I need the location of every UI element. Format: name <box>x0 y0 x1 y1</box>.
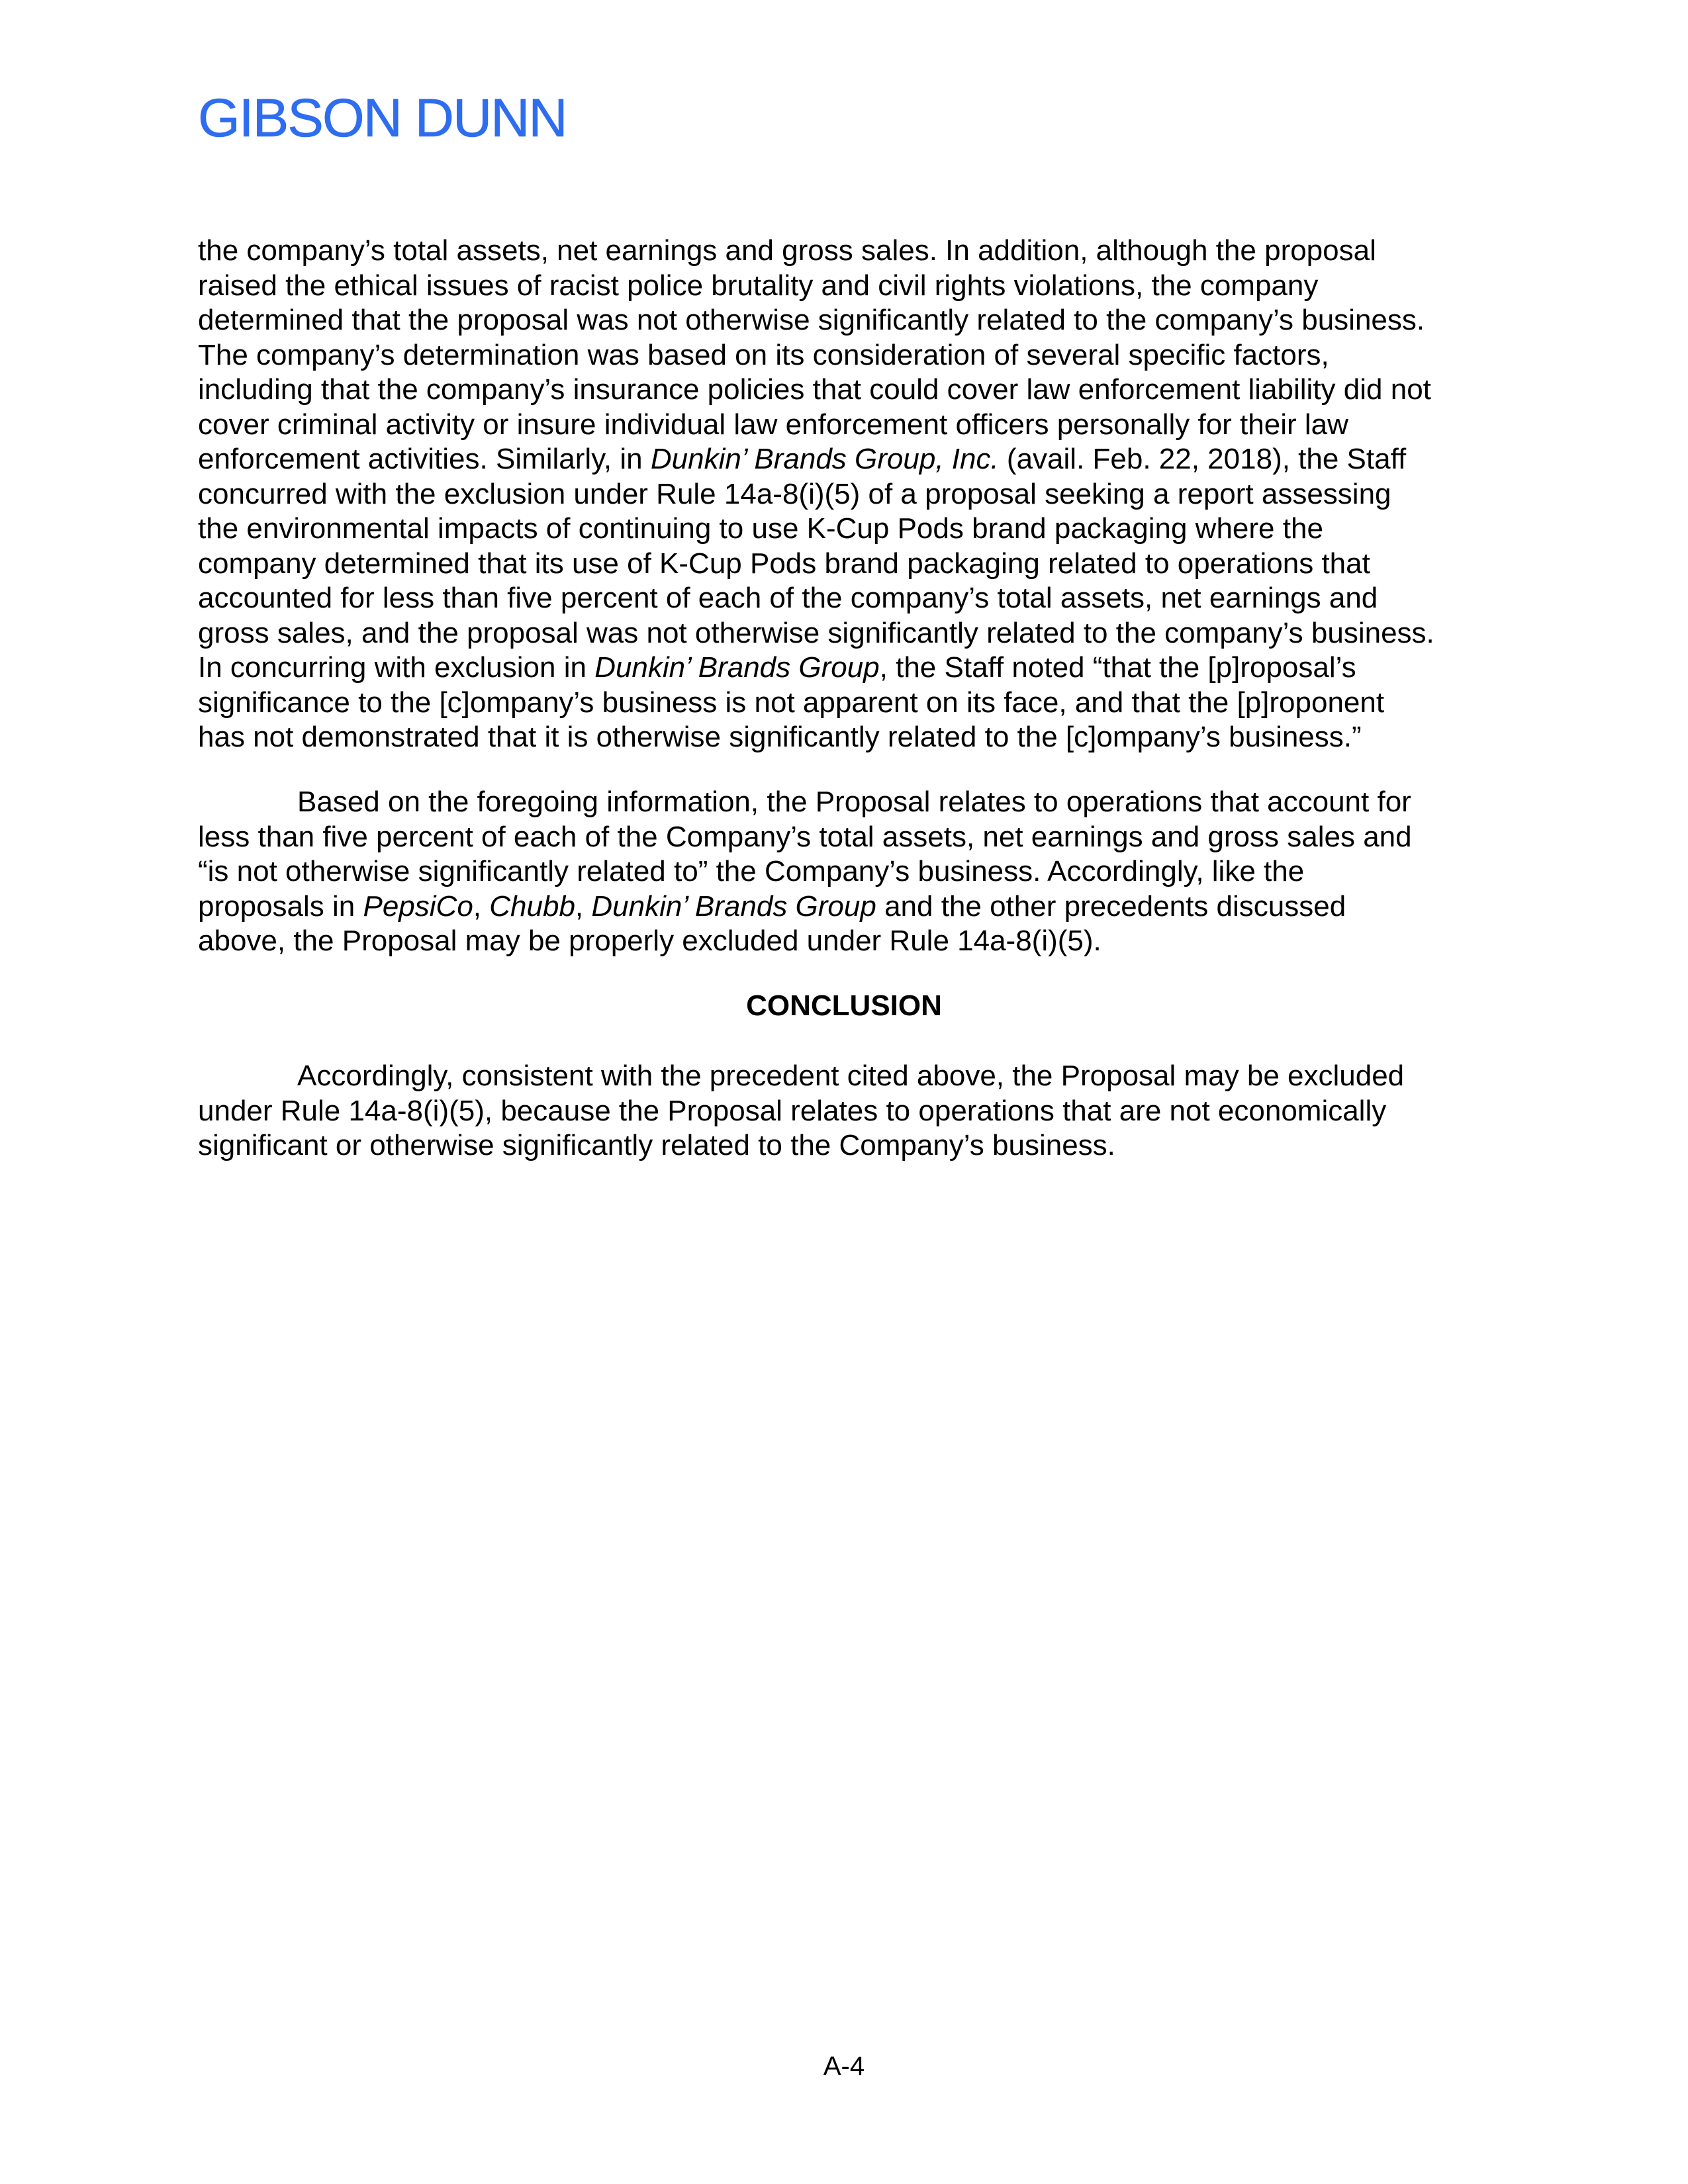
text-line: Based on the foregoing information, the Proposal relates to operations that account for <box>297 786 1411 818</box>
text-segment: , <box>575 889 592 923</box>
text-line: under Rule 14a-8(i)(5), because the Proposal relates to operations that are not economically <box>198 1094 1387 1127</box>
text-segment: and the other precedents discussed <box>876 889 1346 923</box>
text-line: above, the Proposal may be properly excluded under Rule 14a-8(i)(5). <box>198 925 1102 957</box>
case-citation: Dunkin’ Brands Group, Inc. <box>650 443 999 475</box>
text-line: “is not otherwise significantly related to” the Company’s business. Accordingly, like the <box>198 855 1305 887</box>
text-line: the company’s total assets, net earnings and gross sales. In addition, although the proposal <box>198 234 1376 267</box>
text-line <box>198 651 1495 686</box>
text-line: accounted for less than five percent of each of the company’s total assets, net earnings and <box>198 582 1378 614</box>
case-citation: Chubb <box>489 889 575 923</box>
text-line: significant or otherwise significantly related to the Company’s business. <box>198 1129 1115 1161</box>
paragraph-conclusion <box>198 1059 1495 1163</box>
text-line: determined that the proposal was not otherwise significantly related to the company’s business. <box>198 304 1425 336</box>
text-line: gross sales, and the proposal was not otherwise significantly related to the company’s business. <box>198 616 1434 649</box>
text-segment: , the Staff noted “that the [p]roposal’s <box>879 651 1356 684</box>
text-segment: , <box>473 889 490 923</box>
text-line: has not demonstrated that it is otherwise significantly related to the [c]ompany’s business.” <box>198 721 1362 753</box>
text-line: The company’s determination was based on its consideration of several specific factors, <box>198 338 1329 371</box>
text-line: the environmental impacts of continuing to use K-Cup Pods brand packaging where the <box>198 512 1323 545</box>
text-line: company determined that its use of K-Cup Pods brand packaging related to operations that <box>198 547 1370 580</box>
page-number: A-4 <box>823 2052 865 2081</box>
text-segment: (avail. Feb. 22, 2018), the Staff <box>998 443 1407 475</box>
case-citation: Dunkin’ Brands Group <box>591 889 876 923</box>
text-line: significance to the [c]ompany’s business is not apparent on its face, and that the [p]roponent <box>198 686 1385 719</box>
text-segment: proposals in <box>198 889 363 923</box>
paragraph-precedents <box>198 234 1495 755</box>
case-citation: PepsiCo <box>363 889 473 923</box>
text-segment: enforcement activities. Similarly, in <box>198 443 651 475</box>
text-line: cover criminal activity or insure individual law enforcement officers personally for their law <box>198 408 1348 441</box>
section-heading: CONCLUSION <box>746 989 942 1022</box>
firm-logo: GIBSON DUNN <box>198 88 567 148</box>
case-citation: Dunkin’ Brands Group <box>594 651 880 684</box>
text-line <box>198 889 1495 925</box>
text-line <box>198 442 1495 477</box>
text-segment: In concurring with exclusion in <box>198 651 595 684</box>
text-line: including that the company’s insurance policies that could cover law enforcement liability did not <box>198 373 1431 406</box>
text-line: Accordingly, consistent with the precedent cited above, the Proposal may be excluded <box>297 1060 1405 1092</box>
text-line: concurred with the exclusion under Rule 14a-8(i)(5) of a proposal seeking a report assessing <box>198 477 1391 510</box>
paragraph-summary <box>198 785 1495 959</box>
text-line: less than five percent of each of the Company’s total assets, net earnings and gross sales and <box>198 820 1412 853</box>
text-line: raised the ethical issues of racist police brutality and civil rights violations, the company <box>198 269 1319 302</box>
